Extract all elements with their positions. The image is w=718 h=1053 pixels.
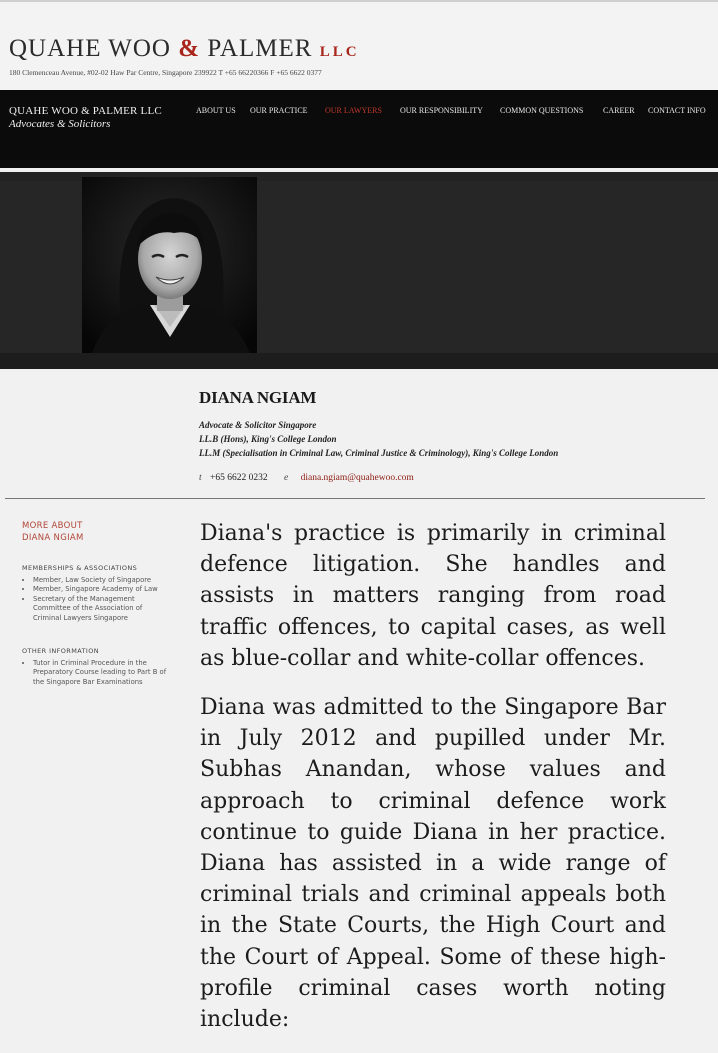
- membership-item: • Member, Singapore Academy of Law: [33, 585, 172, 594]
- nav-our-practice[interactable]: OUR PRACTICE: [250, 106, 308, 115]
- biography: [200, 518, 666, 1053]
- logo-text-2: PALMER: [207, 35, 313, 62]
- other-info-item: • Tutor in Criminal Procedure in the Preparatory Course leading to Part B of the Singapore Bar Examinations: [33, 659, 172, 687]
- credential-line: LL.M (Specialisation in Criminal Law, Criminal Justice & Criminology), King's College London: [199, 448, 559, 458]
- email-label: e: [284, 473, 289, 483]
- email-link[interactable]: diana.ngiam@quahewoo.com: [300, 473, 414, 483]
- main-navbar: [0, 90, 718, 168]
- logo-llc: LLC: [319, 44, 360, 60]
- nav-contact-info[interactable]: CONTACT INFO: [648, 106, 706, 115]
- section-divider: [5, 498, 705, 499]
- logo-text-1: QUAHE WOO: [9, 35, 171, 62]
- memberships-heading: MEMBERSHIPS & ASSOCIATIONS: [22, 564, 138, 572]
- lawyer-name: DIANA NGIAM: [199, 388, 317, 407]
- membership-item: • Secretary of the Management Committee of the Association of Criminal Lawyers Singapore: [33, 595, 172, 623]
- memberships-list: [22, 576, 172, 623]
- nav-menu: [0, 106, 718, 120]
- nav-about-us[interactable]: ABOUT US: [196, 106, 236, 115]
- firm-address: 180 Clemenceau Avenue, #02-02 Haw Par Centre, Singapore 239922 T +65 66220366 F +65 6622 0377: [9, 68, 322, 77]
- credential-line: LL.B (Hons), King's College London: [199, 434, 337, 444]
- other-info-heading: OTHER INFORMATION: [22, 647, 100, 656]
- brand-tagline: Advocates & Solicitors: [9, 118, 111, 130]
- credential-line: Advocate & Solicitor Singapore: [199, 420, 317, 430]
- portrait-image: [82, 177, 257, 353]
- phone-label: t: [199, 473, 202, 483]
- membership-item: • Member, Law Society of Singapore: [33, 576, 172, 585]
- profile-header: [199, 388, 558, 460]
- bio-paragraph: Diana's practice is primarily in criminal defence litigation. She handles and assists in matters ranging from road traffic offences, to capital cases, as well as blue-collar and white-collar offences.: [200, 521, 666, 671]
- other-info-list: [22, 659, 172, 687]
- nav-our-lawyers[interactable]: OUR LAWYERS: [325, 106, 382, 115]
- firm-logo[interactable]: [9, 35, 360, 63]
- brand-name: QUAHE WOO & PALMER LLC: [9, 105, 162, 117]
- nav-common-questions[interactable]: COMMON QUESTIONS: [500, 106, 584, 115]
- more-about-name: DIANA NGIAM: [22, 533, 84, 543]
- nav-our-responsibility[interactable]: OUR RESPONSIBILITY: [400, 106, 483, 115]
- bio-paragraph: Diana was admitted to the Singapore Bar in July 2012 and pupilled under Mr. Subhas Anandan, whose values and approach to criminal defence work continue to guide Diana in her practice. Diana has assisted in a wide range of criminal trials and criminal appeals both in the State Courts, the High Court and the Court of Appeal. Some of these high-profile criminal cases worth noting include:: [200, 695, 666, 1033]
- credentials: [199, 418, 558, 460]
- site-header: [0, 2, 718, 90]
- logo-ampersand: &: [178, 35, 201, 62]
- contact-details: [199, 473, 414, 483]
- phone-number[interactable]: +65 6622 0232: [210, 473, 268, 483]
- more-about-link[interactable]: [22, 520, 172, 544]
- sidebar: [22, 520, 172, 687]
- more-about-line: MORE ABOUT: [22, 521, 83, 531]
- nav-career[interactable]: CAREER: [603, 106, 635, 115]
- lawyer-portrait: [82, 177, 257, 353]
- hero-bottom-strip: [0, 353, 718, 369]
